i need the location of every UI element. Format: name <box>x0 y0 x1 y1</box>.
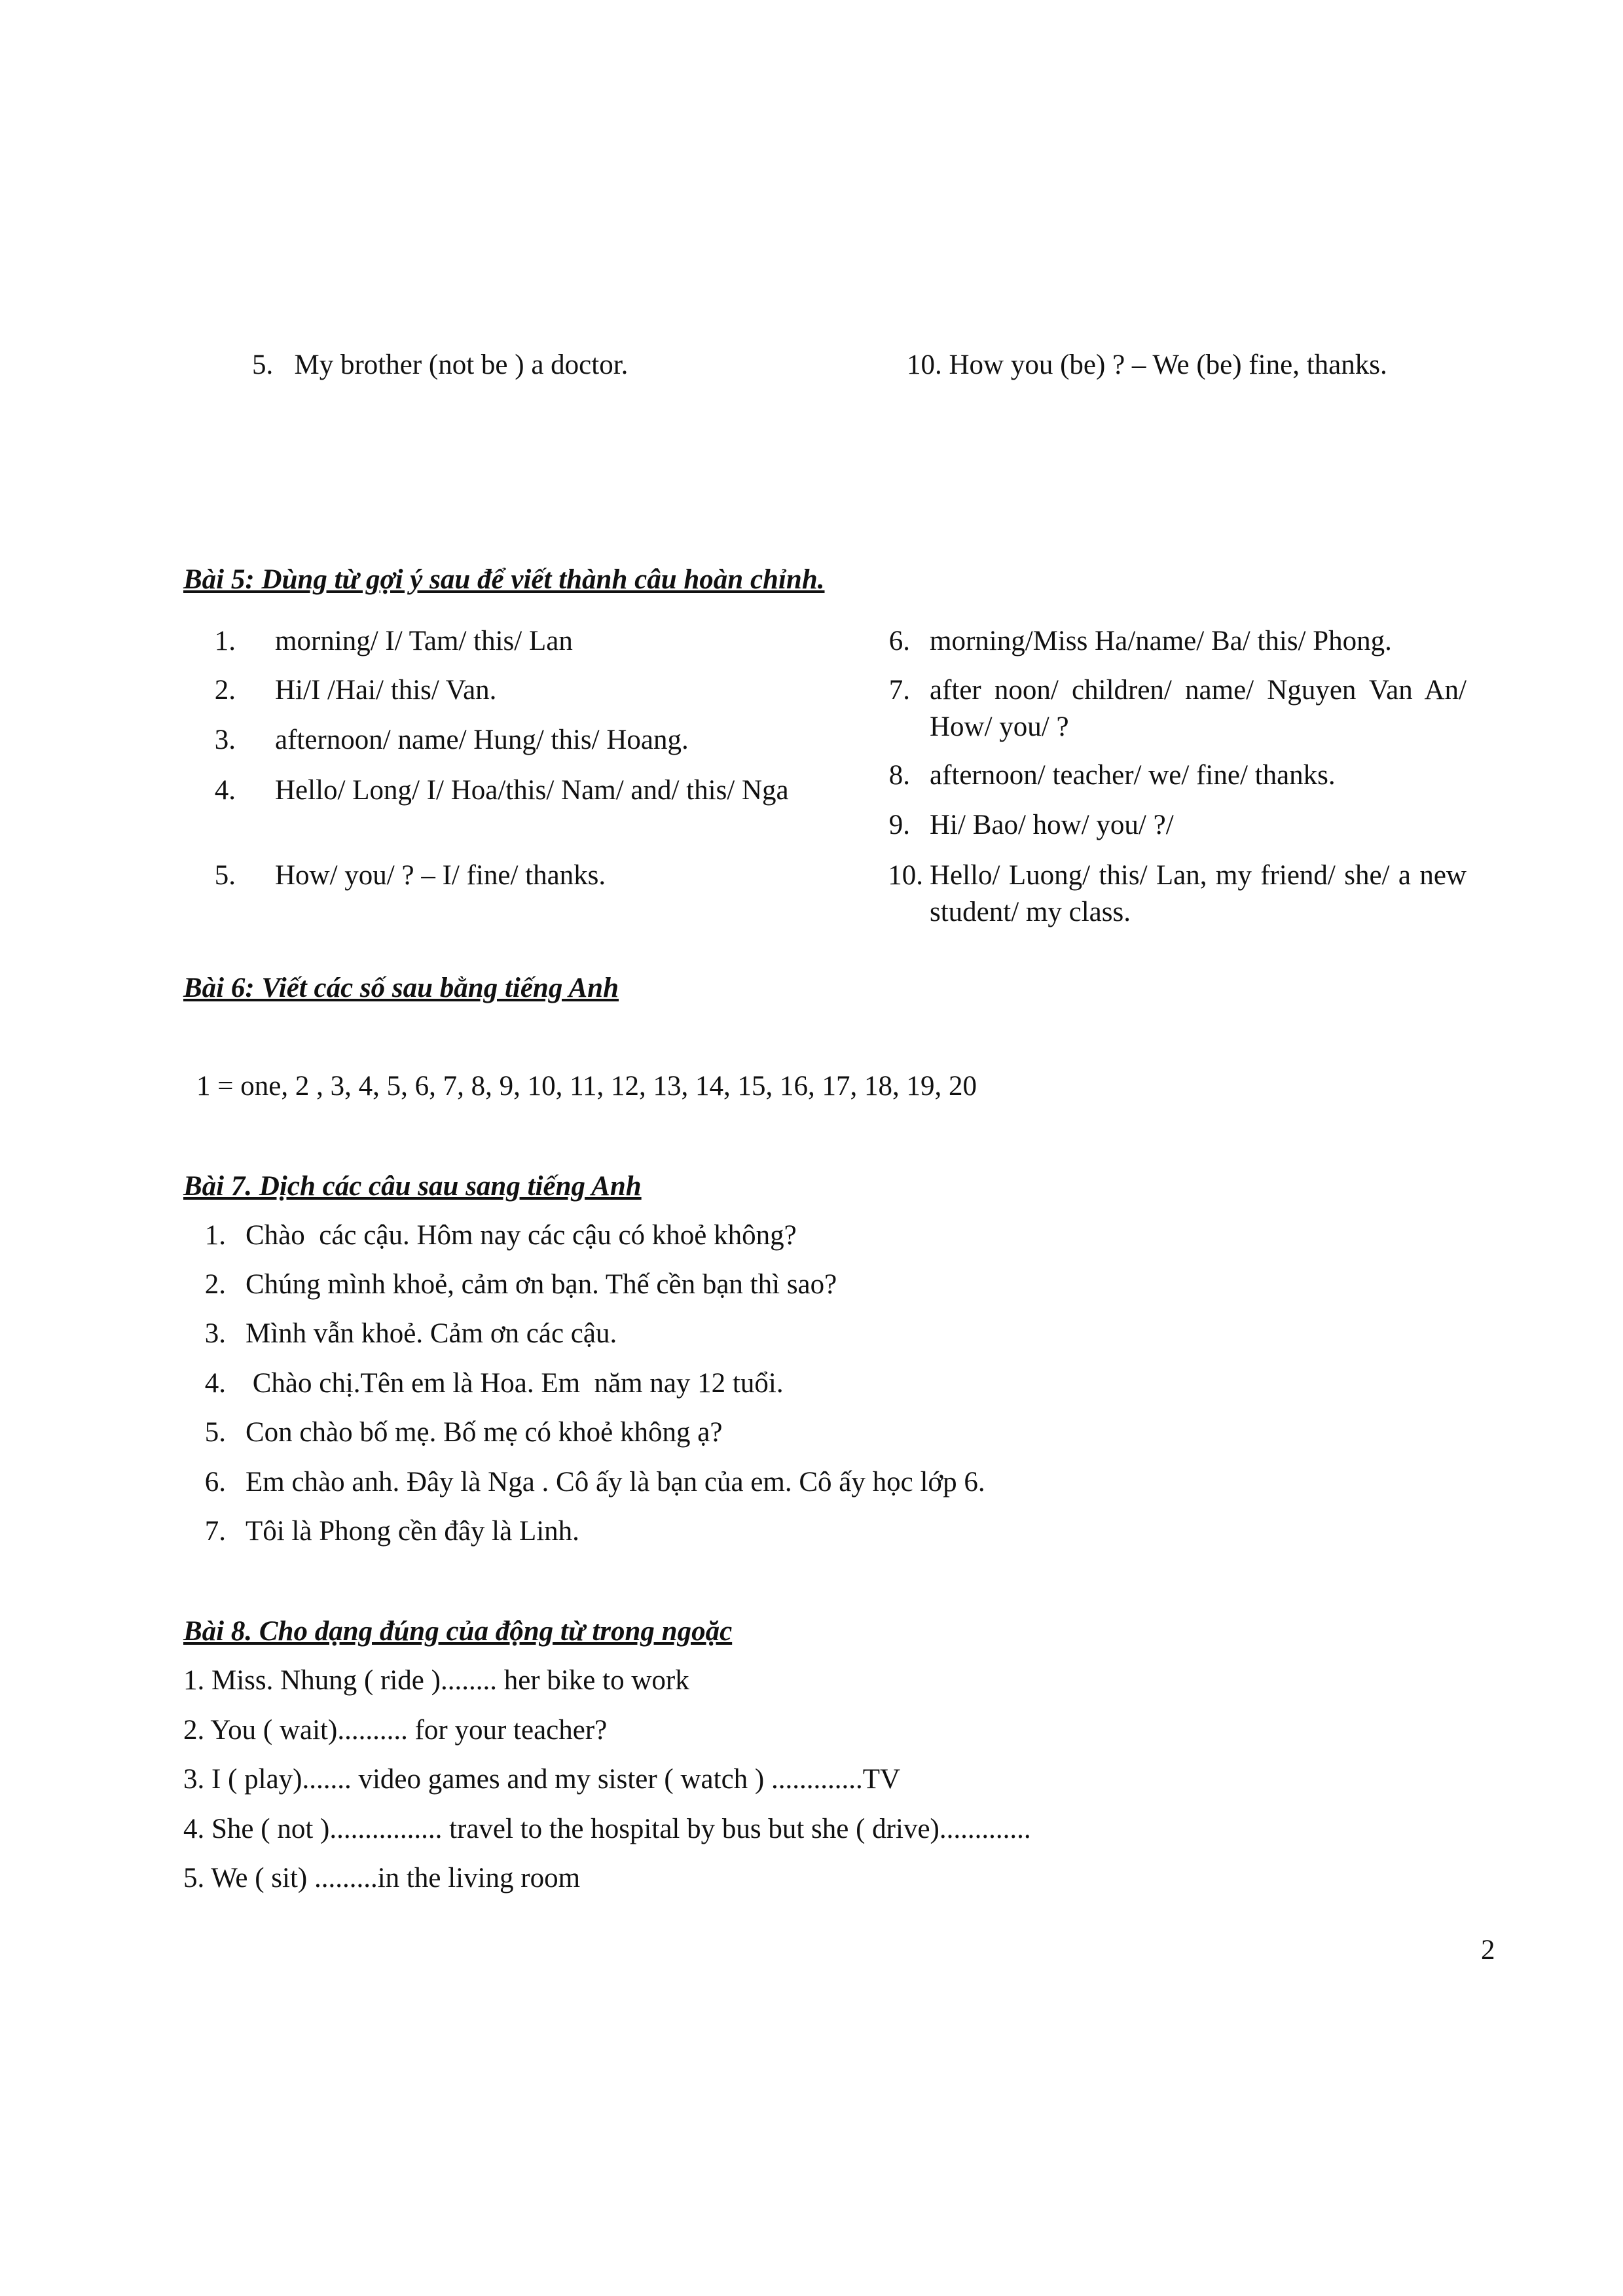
item-number: 3. <box>214 725 236 755</box>
item-text: Tôi là Phong cền đây là Linh. <box>246 1516 579 1547</box>
item-text: Em chào anh. Đây là Nga . Cô ấy là bạn của em. Cô ấy học lớp 6. <box>246 1467 985 1498</box>
item-number: 1. <box>204 1220 226 1251</box>
item-text: Chào chị.Tên em là Hoa. Em năm nay 12 tuổi. <box>246 1368 784 1399</box>
item-text: morning/ I/ Tam/ this/ Lan <box>275 626 573 656</box>
bai6-numbers-line: 1 = one, 2 , 3, 4, 5, 6, 7, 8, 9, 10, 11, 12, 13, 14, 15, 16, 17, 18, 19, 20 <box>196 1071 977 1102</box>
item-text: Chúng mình khoẻ, cảm ơn bạn. Thế cền bạn thì sao? <box>246 1269 837 1300</box>
item-number: 6. <box>204 1467 226 1498</box>
list-item: 3. I ( play)....... video games and my sister ( watch ) .............TV <box>183 1764 901 1795</box>
page-number: 2 <box>1481 1935 1495 1965</box>
item-text: Hi/I /Hai/ this/ Van. <box>275 675 497 706</box>
item-number: 1. <box>214 626 236 656</box>
item-text: afternoon/ name/ Hung/ this/ Hoang. <box>275 725 689 755</box>
item-number: 7. <box>888 675 910 706</box>
list-item: 2. You ( wait).......... for your teacher? <box>183 1715 608 1746</box>
item-number: 5. <box>214 860 236 891</box>
item-number: 8. <box>888 760 910 791</box>
item-text: Hi/ Bao/ how/ you/ ?/ <box>930 810 1174 840</box>
item-number: 2. <box>214 675 236 706</box>
item-text: after noon/ children/ name/ Nguyen Van An/ How/ you/ ? <box>930 675 1467 742</box>
item-text: afternoon/ teacher/ we/ fine/ thanks. <box>930 760 1336 791</box>
top-item-right <box>907 347 1387 384</box>
item-text: morning/Miss Ha/name/ Ba/ this/ Phong. <box>930 626 1392 656</box>
item-text: Con chào bố mẹ. Bố mẹ có khoẻ không ạ? <box>246 1417 723 1448</box>
item-number: 4. <box>204 1368 226 1399</box>
item-text: Chào các cậu. Hôm nay các cậu có khoẻ không? <box>246 1220 797 1251</box>
item-text: My brother (not be ) a doctor. <box>294 350 629 380</box>
bai5-heading: Bài 5: Dùng từ gợi ý sau để viết thành câu hoàn chỉnh. <box>183 564 825 595</box>
item-text: How/ you/ ? – I/ fine/ thanks. <box>275 860 606 891</box>
item-text: Hello/ Long/ I/ Hoa/this/ Nam/ and/ this/ Nga <box>275 775 789 806</box>
bai7-heading: Bài 7. Dịch các câu sau sang tiếng Anh <box>183 1171 642 1202</box>
list-item: 4. She ( not )................ travel to the hospital by bus but she ( drive)............. <box>183 1814 1031 1844</box>
item-text: How you (be) ? – We (be) fine, thanks. <box>949 350 1387 380</box>
bai8-heading: Bài 8. Cho dạng đúng của động từ trong ngoặc <box>183 1616 733 1647</box>
item-number: 7. <box>204 1516 226 1547</box>
item-number: 5. <box>252 350 274 380</box>
item-number: 3. <box>204 1318 226 1349</box>
list-item: 5. We ( sit) .........in the living room <box>183 1863 581 1893</box>
bai6-heading: Bài 6: Viết các số sau bằng tiếng Anh <box>183 973 619 1003</box>
item-text: Mình vẫn khoẻ. Cảm ơn các cậu. <box>246 1318 617 1349</box>
item-number: 6. <box>888 626 910 656</box>
top-item-left <box>252 347 628 384</box>
item-number: 2. <box>204 1269 226 1300</box>
item-number: 5. <box>204 1417 226 1448</box>
item-number: 10. <box>888 860 923 891</box>
item-text: Hello/ Luong/ this/ Lan, my friend/ she/ a new student/ my class. <box>930 860 1467 927</box>
item-number: 9. <box>888 810 910 840</box>
item-number: 4. <box>214 775 236 806</box>
list-item: 1. Miss. Nhung ( ride )........ her bike to work <box>183 1665 689 1696</box>
item-number: 10. <box>907 350 942 380</box>
